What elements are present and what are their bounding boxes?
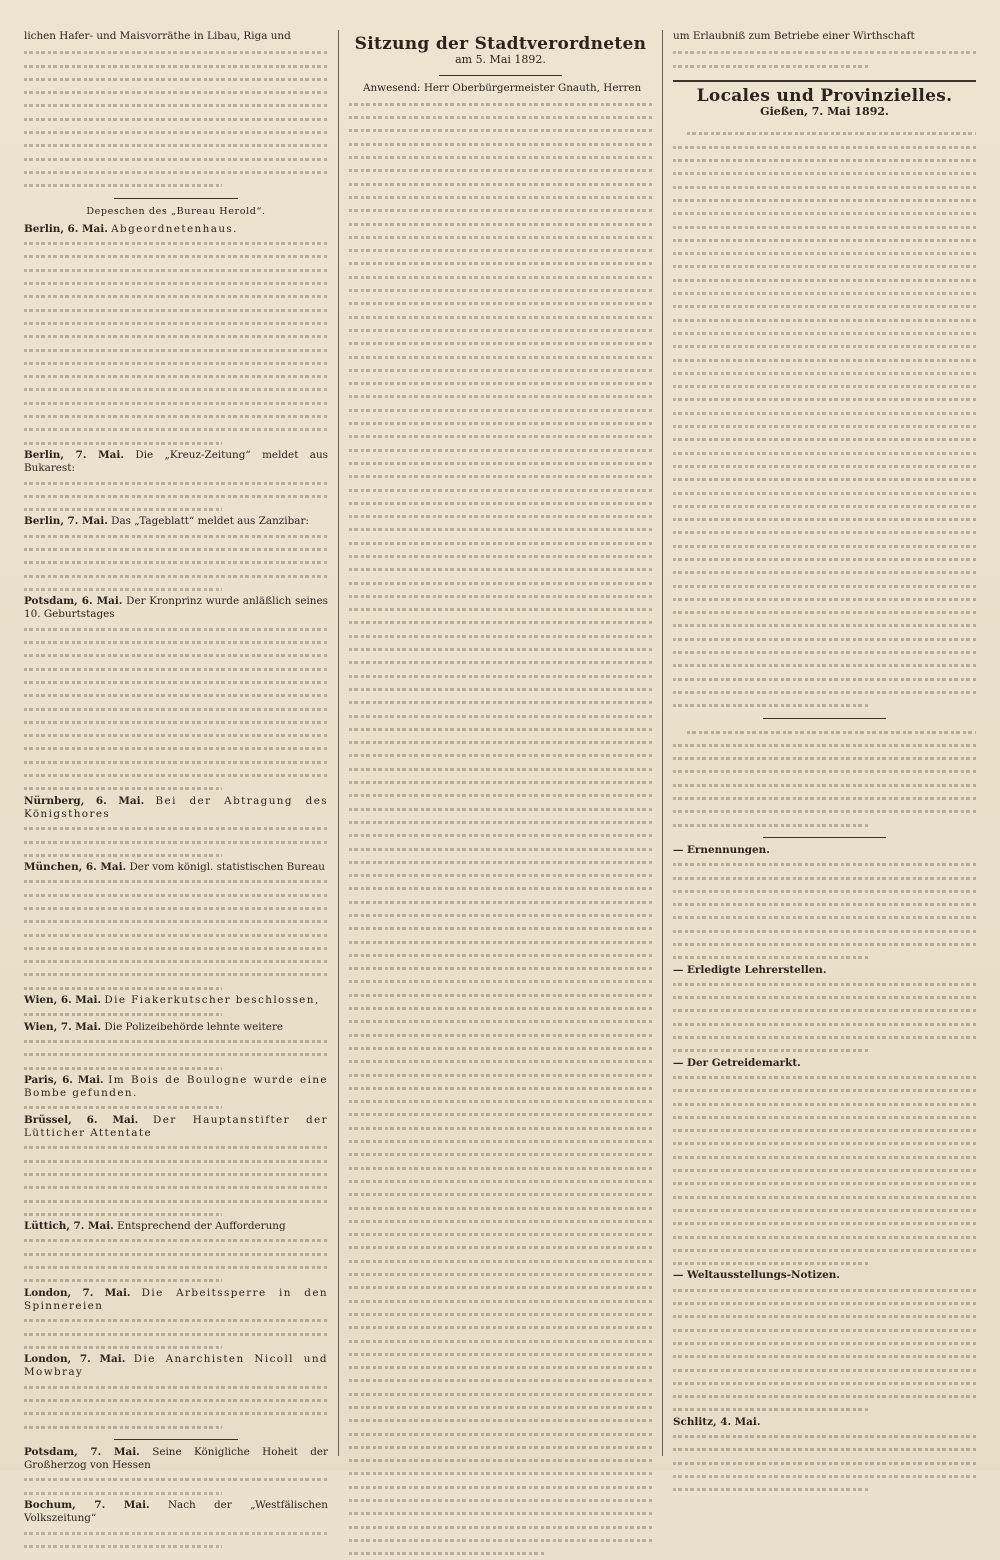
dispatch-lead: Seine Königliche Hoheit der Großherzog von Hessen [24,1445,328,1472]
col3-continuation-illegible [673,45,976,72]
col1-illegible-block [24,45,328,191]
news-item-heading: — Ernennungen. [673,843,770,856]
section-heading-dispatches: Depeschen des „Bureau Herold“. [86,205,266,217]
divider [673,80,976,82]
dispatch [24,1220,328,1233]
dispatch [24,223,328,236]
column-1 [14,30,338,1525]
dispatch-place: Berlin, 6. Mai. [24,222,108,235]
dispatch-body-illegible [24,1140,328,1220]
dispatch [24,1353,328,1380]
dispatch-body-illegible [24,529,328,595]
dispatch [24,1114,328,1141]
dispatch-place: Nürnberg, 6. Mai. [24,794,145,807]
news-item-body-illegible [673,1070,976,1269]
dispatch-place: Potsdam, 7. Mai. [24,1445,140,1458]
dispatch [24,595,328,622]
dispatch-lead: Der vom königl. statistischen Bureau [129,861,325,874]
dispatch [24,515,328,528]
dispatch-body-illegible [24,1034,328,1074]
dispatch-lead: Bei der Abtragung des Königsthores [24,794,328,820]
divider [114,198,238,199]
divider [114,1439,238,1440]
dispatch [24,1021,328,1034]
article-headline: Sitzung der Stadtverordneten [354,34,647,54]
dispatch-lead: Die Fiakerkutscher beschlossen, [104,994,320,1007]
dispatch-lead: Im Bois de Boulogne wurde eine Bombe gefunden. [24,1073,328,1100]
dispatch-body-illegible [24,622,328,795]
article-date: am 5. Mai 1892. [455,53,546,67]
dispatch [24,1499,328,1526]
column-2 [338,30,662,1456]
dispatch-lead: Der Kronprinz wurde anläßlich seines 10. Geburtstages [24,595,328,621]
col3-opening-line: um Erlaubniß zum Betriebe einer Wirthschaft [673,30,915,42]
divider [763,837,886,838]
news-item-heading: — Weltausstellungs-Notizen. [673,1269,840,1282]
dispatch-place: Potsdam, 6. Mai. [24,595,123,608]
dispatch-body-illegible [24,476,328,516]
dispatch-body-illegible [24,236,328,449]
dispatch [24,1287,328,1314]
dispatch-body-illegible [24,1526,328,1553]
col2-opening-line: Anwesend: Herr Oberbürgermeister Gnauth, Herren [362,81,642,94]
dispatch-lead: Entsprechend der Aufforderung [117,1220,286,1233]
news-item-body-illegible [673,1429,976,1495]
dispatch [24,994,328,1007]
divider [763,718,886,719]
news-item-body-illegible [673,977,976,1057]
dispatch-lead: Die Arbeitssperre in den Spinnereien [24,1286,328,1312]
dispatch-place: Paris, 6. Mai. [24,1073,104,1086]
news-item-illegible [673,725,976,831]
dispatch-body-illegible [24,1100,328,1113]
dispatch-body-illegible [24,1313,328,1353]
dispatch-place: Berlin, 7. Mai. [24,515,108,528]
dispatch [24,449,328,476]
dispatch [24,1074,328,1101]
dispatch-place: Brüssel, 6. Mai. [24,1113,139,1126]
dispatch-lead: Abgeordnetenhaus. [111,222,238,235]
dispatch [24,1446,328,1473]
news-item-heading: Schlitz, 4. Mai. [673,1415,761,1428]
news-item-illegible [673,126,976,711]
dispatch-body-illegible [24,1472,328,1499]
dispatch-place: Wien, 6. Mai. [24,994,102,1007]
dispatch-body-illegible [24,1233,328,1286]
section-dateline: Gießen, 7. Mai 1892. [760,105,889,119]
dispatch-place: London, 7. Mai. [24,1353,126,1366]
dispatch-place: Berlin, 7. Mai. [24,448,124,461]
news-item-body-illegible [673,857,976,963]
dispatch-lead: Die „Kreuz-Zeitung“ meldet aus Bukarest: [24,448,328,475]
news-item-heading: — Erledigte Lehrerstellen. [673,963,827,976]
news-item-heading: — Der Getreidemarkt. [673,1056,801,1069]
dispatch-place: London, 7. Mai. [24,1286,131,1299]
article-body-illegible [349,97,652,1560]
dispatch-lead: Das „Tageblatt“ meldet aus Zanzibar: [111,515,309,528]
dispatch-body-illegible [24,821,328,861]
dispatch-lead: Der Hauptanstifter der Lütticher Attentate [24,1113,328,1140]
dispatch-body-illegible [24,1007,328,1020]
col1-opening-line: lichen Hafer- und Maisvorräthe in Libau, Riga und [24,30,291,42]
dispatch [24,795,328,822]
dispatch-lead: Die Anarchisten Nicoll und Mowbray [24,1353,328,1379]
dispatch [24,861,328,874]
section-headline: Locales und Provinzielles. [696,85,953,106]
dispatch-body-illegible [24,1380,328,1433]
news-item-body-illegible [673,1283,976,1416]
dispatch-place: München, 6. Mai. [24,861,127,874]
dispatch-lead: Die Polizeibehörde lehnte weitere [104,1020,284,1033]
dispatch-place: Lüttich, 7. Mai. [24,1220,114,1233]
dispatch-place: Wien, 7. Mai. [24,1020,102,1033]
dispatch-place: Bochum, 7. Mai. [24,1499,150,1512]
dispatch-lead: Nach der „Westfälischen Volkszeitung“ [24,1499,328,1525]
divider [439,75,562,76]
column-3 [662,30,986,1456]
dispatch-body-illegible [24,874,328,994]
